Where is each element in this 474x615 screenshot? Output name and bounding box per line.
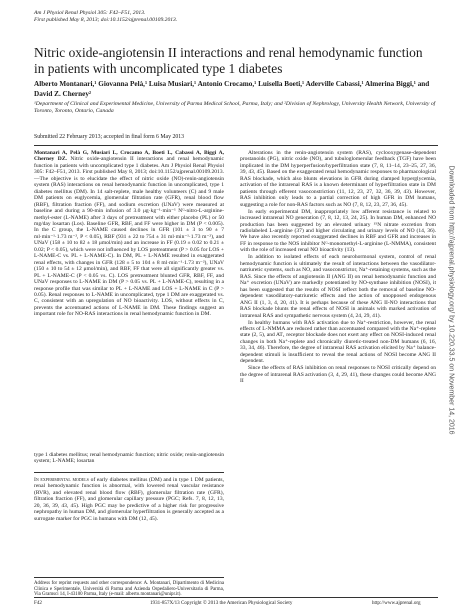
download-notice: Downloaded from http://ajprenal.physiology.org/ by 10.220.33.5 on November 14, 2016 <box>447 165 455 435</box>
submission-dates: Submitted 22 February 2013; accepted in final form 6 May 2013 <box>34 134 185 140</box>
abstract-divider <box>34 472 224 473</box>
journal-header <box>34 10 394 24</box>
intro-body: of early diabetes mellitus (DM) and in type 1 DM patients, renal hemodynamic function is abnormal, with lowered renal vascular resistance (RVR), and elevated renal blood flow (RBF), glomerular filtration rate (GFR), filtration fraction (FF), and glomerular capillary pressure (PGC; Refs. 7, 8, 12, 13, 20, 36, 39, 43, 45). High PGC may be predictive of a higher risk for progressive nephropathy in human DM, and glomerular hyperfiltration is generally accepted as a surrogate marker for PGC in humans with DM (12, 45). <box>34 477 224 522</box>
correspondence-footnote: Address for reprint requests and other correspondence: A. Montanari, Dipartimento di Medicina Clinica e Sperimentale, Università di Parma and Azienda Ospedaliero-Universitaria di Parma, Via Gramsci 14, I-43100 Parma, Italy (e-mail: alberto.montanari@unipr.it). <box>34 581 224 598</box>
article-title: Nitric oxide-angiotensin II interactions and renal hemodynamic function in patients with uncomplicated type 1 diabetes <box>34 45 423 76</box>
footnote-divider <box>34 577 224 578</box>
body-paragraph: In healthy humans with RAS activation due to Na⁺-restriction, however, the renal effects of L-NMMA are reduced rather than accentuated compared with the Na⁺-replete state (2, 5), and AT₁ receptor blockade does not exert any effect on NOSI-induced renal changes in both Na⁺-replete and chronically diuretic-treated non-DM humans (6, 16, 33, 34, 46). Therefore, the degree of intrarenal RAS activation elicited by Na⁺ balance-dependent stimuli is insufficient to reveal the renal actions of NOSI become ANG II dependent. <box>240 319 436 365</box>
issn-copyright: 1931-857X/13 Copyright © 2013 the American Physiological Society <box>150 600 293 606</box>
download-watermark <box>444 120 458 480</box>
affiliations: ¹Department of Clinical and Experimental Medicine, University of Parma Medical School, Parma, Italy; and ²Division of Nephrology, University Health Network, University of Toronto, Toronto, Ontario, Canada <box>34 101 436 115</box>
author-list: Alberto Montanari,¹ Giovanna Pelà,¹ Luisa Musiari,¹ Antonio Crocamo,¹ Luisella Boeti,¹ Aderville Cabassi,¹ Almerina Biggi,¹ and David Z. Cherney² <box>34 80 430 98</box>
abstract-body: Nitric oxide-angiotensin II interactions and renal hemodynamic function in patients with uncomplicated type 1 diabetes. Am J Physiol Renal Physiol 305: F42–F51, 2013. First published May 8, 2013; doi:10.1152/ajprenal.00109.2013.—The objective is to elucidate the effect of nitric oxide (NO)-renin-angiotensin system (RAS) interactions on renal hemodynamic function in uncomplicated, type 1 diabetes mellitus (DM). In 14 salt-replete, male healthy volunteers (C) and 9 male DM patients on euglycemia, glomerular filtration rate (GFR), renal blood flow (RBF), filtration fraction (FF), and sodium excretion (UNaV) were measured at baseline and during a 90-min infusion of 3.0 μg·kg⁻¹·min⁻¹ Nᴳ-nitro-L-arginine-methyl-ester (L-NAME) after 3 days of pretreatment with either placebo (PL) or 50 mg/day losartan (Los). Baseline GFR, RBF, and FF were higher in DM (P < 0.005). In the C group, the L-NAME caused declines in GFR (101 ± 3 to 90 ± 7 ml·min⁻¹·1.73 m⁻², P < 0.05), RBF (931 ± 22 to 754 ± 31 ml·min⁻¹·1.73 m⁻²), and UNaV (158 ± 10 to 82 ± 18 μmol/min) and an increase in FF (0.19 ± 0.02 to 0.21 ± 0.02; P < 0.05), which were not influenced by LOS pretreatment (P > 0.05 for LOS + L-NAME-C vs. PL + L-NAME-C). In DM, PL + L-NAME resulted in exaggerated renal effects, with changes in GFR (128 ± 5 to 104 ± 8 ml·min⁻¹·1.73 m⁻²), UNaV (150 ± 10 to 54 ± 12 μmol/min), and RBF, FF that were all significantly greater vs. PL + L-NAME-C (P < 0.05 vs. C). LOS pretreatment blunted GFR, RBF, FF, and UNaV responses to L-NAME in DM (P > 0.05 vs. PL + L-NAME-C), resulting in a response profile that was similar to PL + L-NAME and LOS + L-NAME in C (P > 0.05). Renal responses to L-NAME in uncomplicated, type 1 DM are exaggerated vs. C, consistent with an upregulation of NO bioactivity. LOS, without effects in C, prevents the accentuated actions of L-NAME in DM. These findings suggest an important role for NO-RAS interactions in renal hemodynamic function in DM. <box>34 156 224 318</box>
body-paragraph: Since the effects of RAS inhibition on renal responses to NOSI critically depend on the degree of intrarenal RAS activation (3, 4, 29, 41), these changes could become ANG II <box>240 365 436 385</box>
journal-citation: Am J Physiol Renal Physiol 305: F42–F51, 2013. <box>34 10 146 16</box>
footer-divider <box>34 597 438 598</box>
introduction-paragraph <box>34 477 224 522</box>
intro-lead: In experimental models <box>34 477 89 483</box>
first-published-line: First published May 8, 2013; doi:10.1152/ajprenal.00109.2013. <box>34 17 178 23</box>
body-paragraph: In addition to isolated effects of each neurohormonal system, control of renal hemodynamic function is ultimately the result of interactions between the vasodilator-natriuretic systems, such as NO, and vasoconstrictor, Na⁺-retaining systems, such as the RAS. Since the effects of angiotensin II (ANG II) on renal hemodynamic function and Na⁺ excretion (UNaV) are markedly potentiated by NO-synthase inhibition (NOSI), it has been suggested that the results of NOSI reflect both the removal of baseline NO-dependent vasodilatory-natriuretic effects and the action of unopposed endogenous ANG II (1, 3, 4, 20, 41). It is perhaps because of these ANG II-NO interactions that RAS blockade blunts the renal effects of NOSI in animals with marked activation of intrarenal RAS and sympathetic nervous system (4, 24, 29, 41). <box>240 254 436 319</box>
header-divider <box>34 145 438 146</box>
body-paragraph: In early experimental DM, inappropriately low afferent resistance is related to increased intrarenal NO generation (7, 8, 12, 13, 24, 25). In human DM, enhanced NO production has been suggested by an elevated urinary ¹⁵N nitrate excretion from radiolabeled L-arginine (37) and higher circulating and urinary levels of NO (14, 36). We have also recently reported exaggerated declines in RBF and GFR and increases in FF in response to the NOS inhibitor Nᴳ-monomethyl-L-arginine (L-NMMA), consistent with the role of increased renal NO bioactivity (13). <box>240 208 436 254</box>
page-number: F42 <box>34 600 42 606</box>
right-column <box>240 150 436 385</box>
body-paragraph: Alterations in the renin-angiotensin system (RAS), cyclooxygenase-dependent prostanoids (PG), nitric oxide (NO), and tubuloglomerular feedback (TGF) have been implicated in the DM hyperperfusion/hyperfiltration state (7, 8, 11–14, 23–25, 27, 36, 39, 43, 45). Based on the exaggerated renal hemodynamic responses to pharmacological RAS blockade, which also blunts elevations in GFR during clamped hyperglycemia, activation of the intrarenal RAS is a known determinant of hyperfiltration state in DM patients through efferent vasoconstriction (11, 12, 23, 27, 32, 36, 39, 43). However, RAS inhibition only leads to a partial correction of high GFR in DM humans, suggesting a role for non-RAS factors such as NO (7, 8, 12, 23, 27, 36, 45). <box>240 150 436 208</box>
abstract-citation: Montanari A, Pelà G, Musiari L, Crocamo A, Boeti L, Cabassi A, Biggi A, Cherney DZ. <box>34 150 224 163</box>
keywords: type 1 diabetes mellitus; renal hemodynamic function; nitric oxide; renin-angiotensin system; L-NAME; losartan <box>34 452 224 465</box>
journal-url[interactable]: http://www.ajprenal.org <box>372 600 421 606</box>
abstract <box>34 150 224 318</box>
